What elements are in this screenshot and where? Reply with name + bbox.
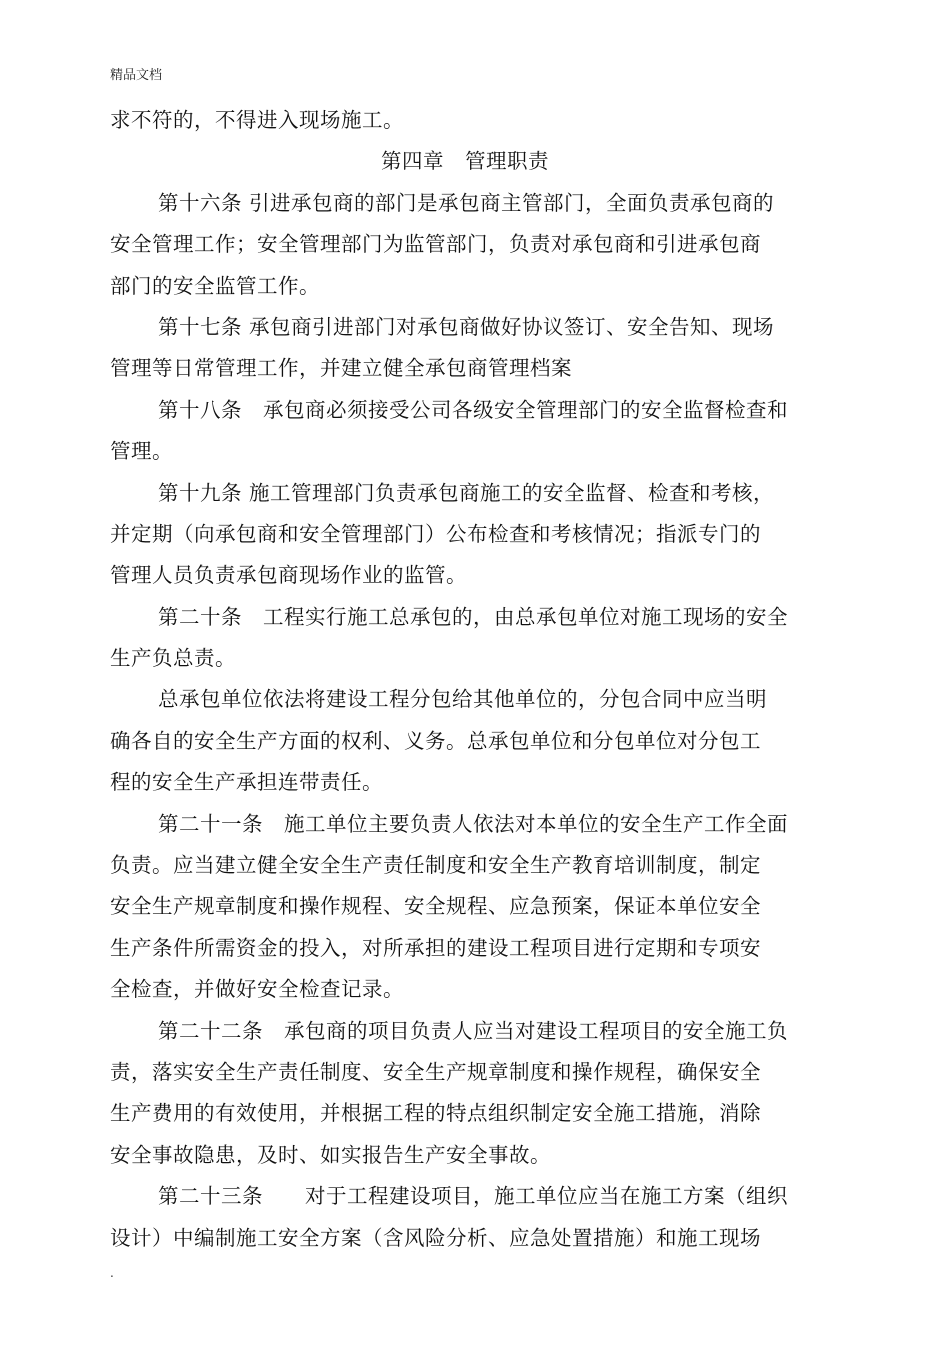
text-line: 总承包单位依法将建设工程分包给其他单位的，分包合同中应当明 (158, 687, 767, 712)
text-line: 生产负总责。 (110, 646, 236, 671)
text-line: 负责。应当建立健全安全生产责任制度和安全生产教育培训制度，制定 (110, 853, 761, 878)
text-line: 程的安全生产承担连带责任。 (110, 770, 383, 795)
text-line: 第二十二条 承包商的项目负责人应当对建设工程项目的安全施工负 (158, 1018, 788, 1043)
text-line: 求不符的，不得进入现场施工。 (110, 108, 404, 132)
text-line: 第十九条 施工管理部门负责承包商施工的安全监督、检查和考核， (158, 480, 775, 505)
text-line: 管理。 (110, 439, 173, 464)
text-line: 安全生产规章制度和操作规程、安全规程、应急预案，保证本单位安全 (110, 894, 761, 919)
text-line: 责，落实安全生产责任制度、安全生产规章制度和操作规程，确保安全 (110, 1059, 761, 1084)
text-line: 管理等日常管理工作，并建立健全承包商管理档案 (110, 356, 572, 381)
page-header-label: 精品文档 (110, 68, 163, 83)
text-line: 安全事故隐患，及时、如实报告生产安全事故。 (110, 1142, 551, 1167)
chapter-heading: 第四章 管理职责 (381, 149, 549, 174)
text-line: 第十六条 引进承包商的部门是承包商主管部门，全面负责承包商的 (158, 190, 775, 215)
text-line: 第十八条 承包商必须接受公司各级安全管理部门的安全监督检查和 (158, 397, 788, 422)
text-line: 并定期（向承包商和安全管理部门）公布检查和考核情况；指派专门的 (110, 521, 761, 546)
text-line: 第二十一条 施工单位主要负责人依法对本单位的安全生产工作全面 (158, 811, 788, 836)
text-line: 第十七条 承包商引进部门对承包商做好协议签订、安全告知、现场 (158, 314, 775, 339)
text-line: 生产条件所需资金的投入，对所承担的建设工程项目进行定期和专项安 (110, 935, 761, 960)
document-body (110, 100, 820, 1259)
text-line: 全检查，并做好安全检查记录。 (110, 977, 404, 1002)
text-line: 设计）中编制施工安全方案（含风险分析、应急处置措施）和施工现场 (110, 1225, 761, 1250)
footer-mark: . (110, 1266, 114, 1280)
text-line: 管理人员负责承包商现场作业的监管。 (110, 563, 467, 588)
text-line: 第二十三条 对于工程建设项目，施工单位应当在施工方案（组织 (158, 1184, 788, 1209)
text-line: 安全管理工作；安全管理部门为监管部门，负责对承包商和引进承包商 (110, 232, 761, 257)
text-line: 第二十条 工程实行施工总承包的，由总承包单位对施工现场的安全 (158, 604, 788, 629)
text-line: 生产费用的有效使用，并根据工程的特点组织制定安全施工措施，消除 (110, 1101, 761, 1126)
text-line: 确各自的安全生产方面的权利、义务。总承包单位和分包单位对分包工 (110, 728, 761, 753)
text-line: 部门的安全监管工作。 (110, 273, 320, 298)
